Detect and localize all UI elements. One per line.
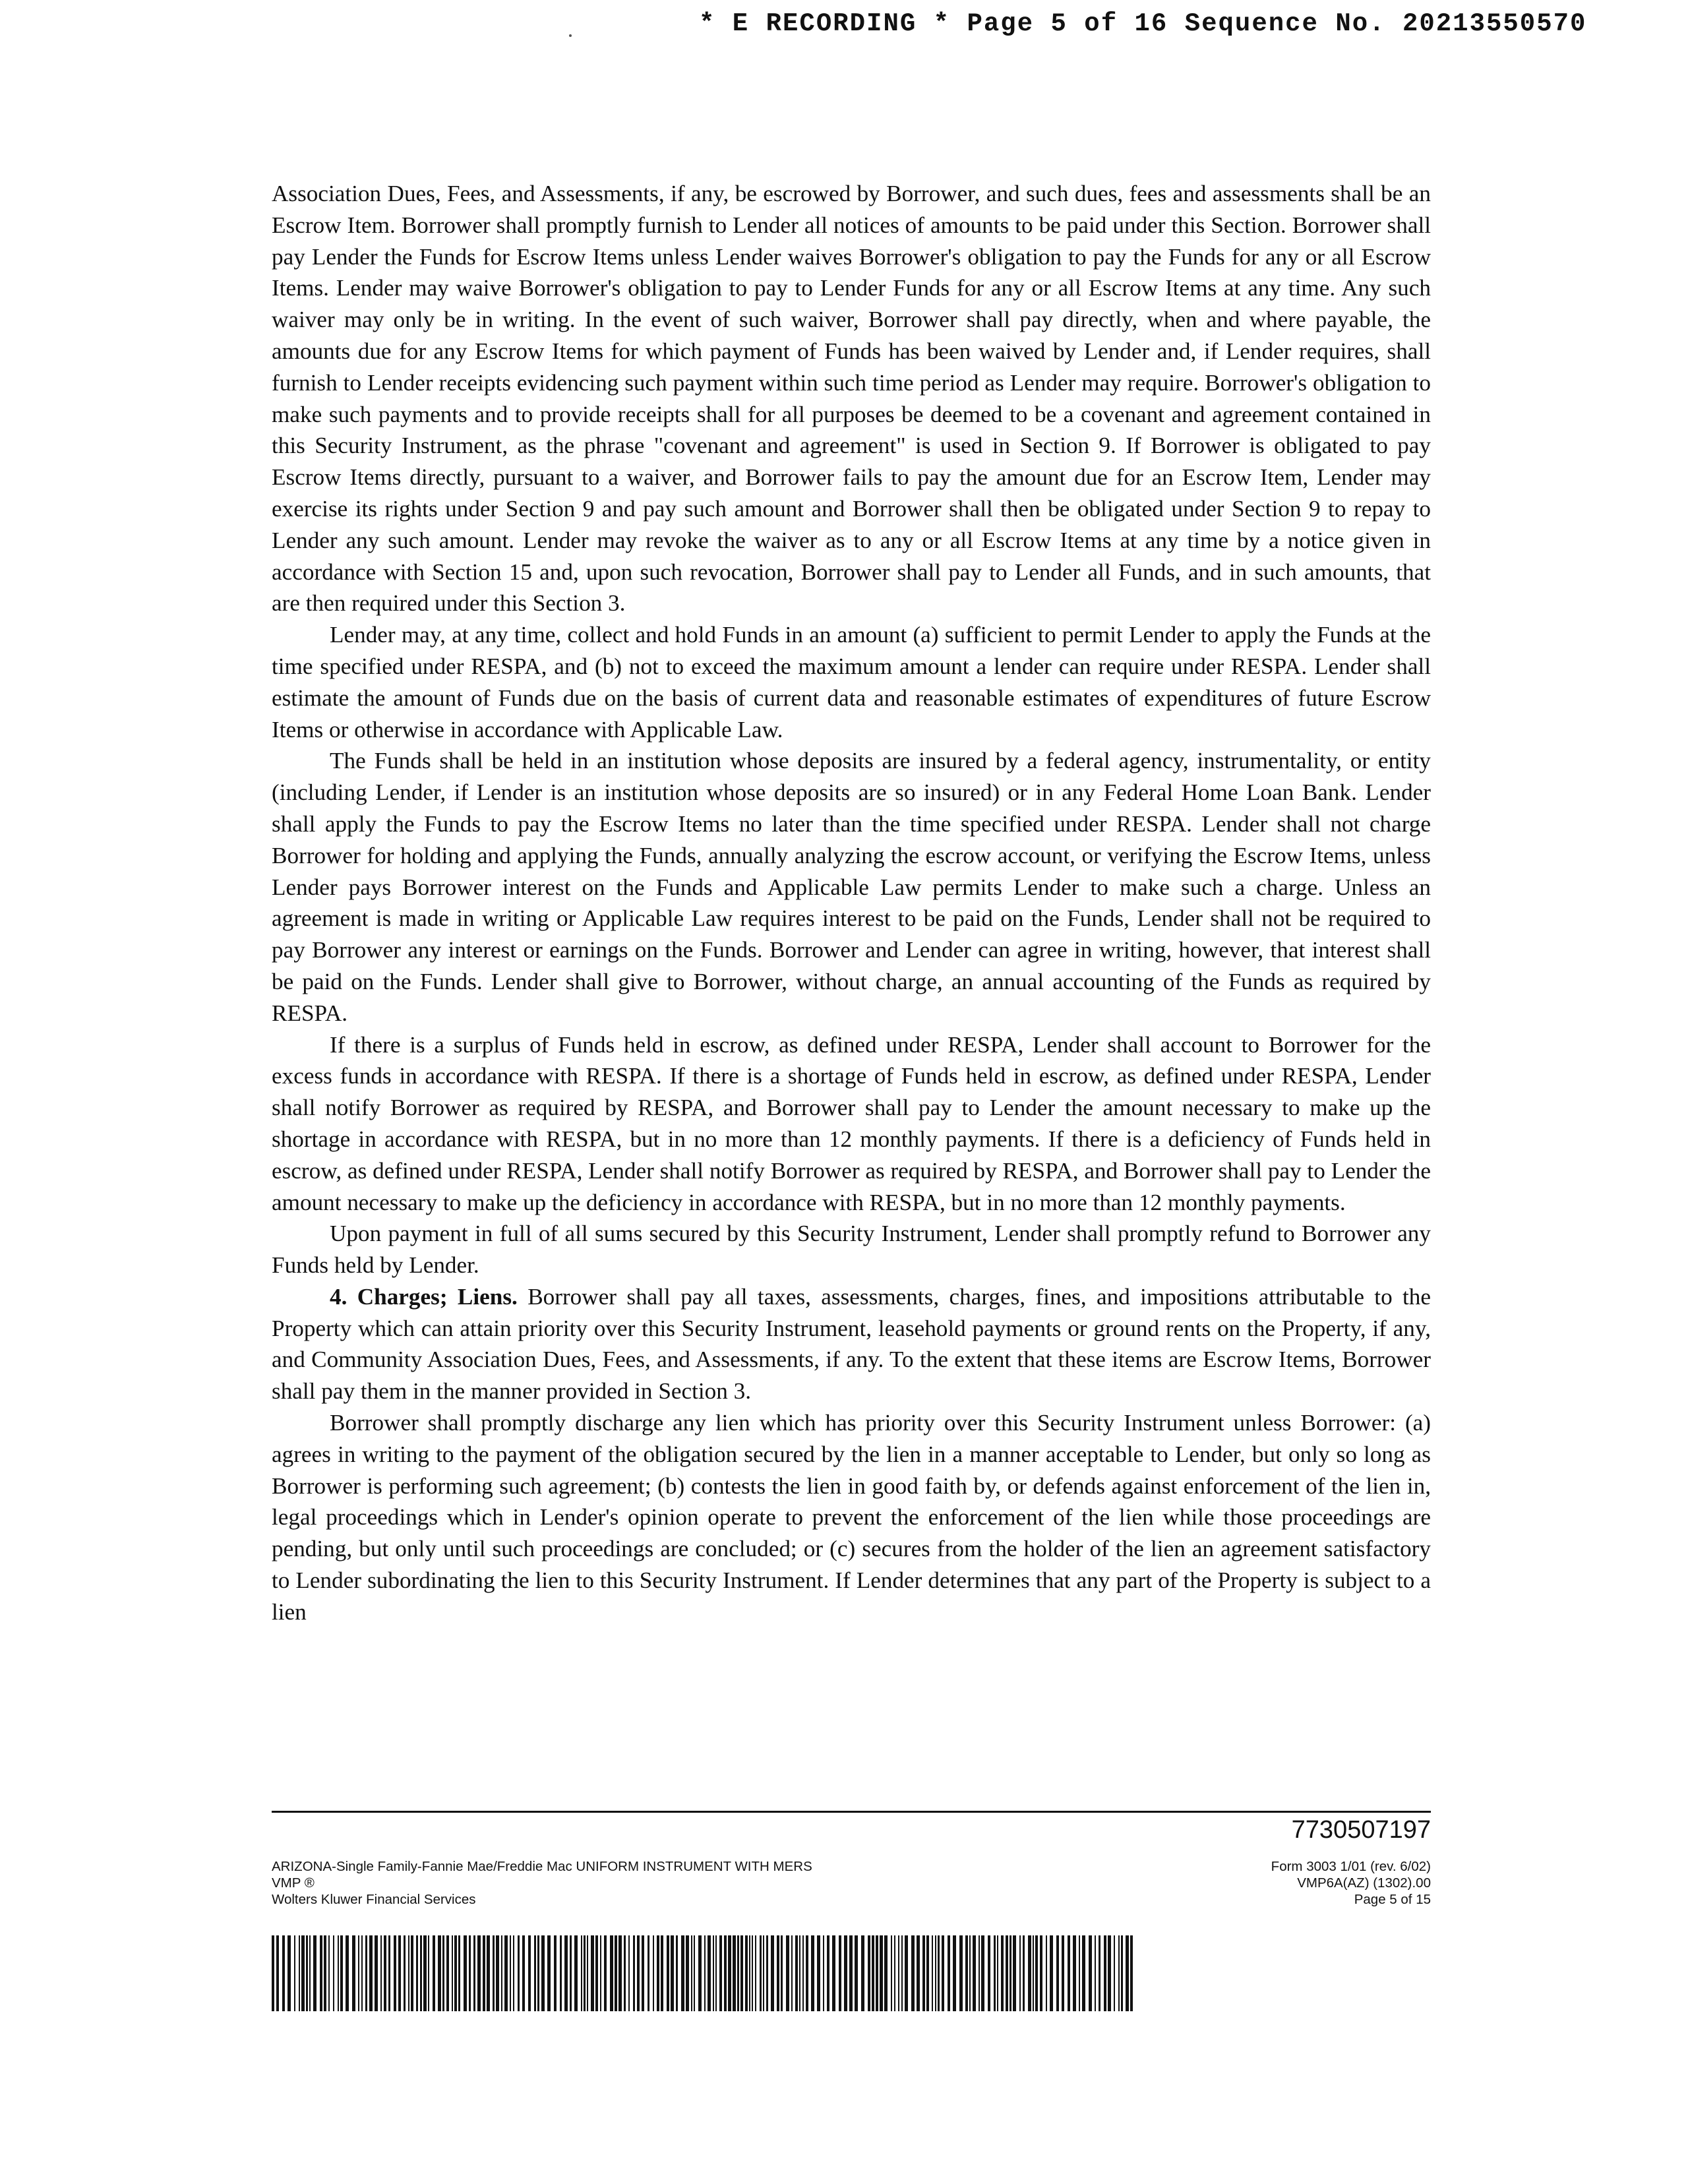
document-body (272, 178, 1431, 1628)
vmp-mark: VMP ® (272, 1875, 315, 1891)
scan-speck (569, 34, 572, 37)
footer-form-info (272, 1858, 1030, 1908)
form-number: Form 3003 1/01 (rev. 6/02) (1271, 1859, 1431, 1874)
recording-header: * E RECORDING * Page 5 of 16 Sequence No. 20213550570 (699, 9, 1587, 38)
loan-number: 7730507197 (1291, 1816, 1431, 1844)
paragraph-text: Borrower shall pay all taxes, assessments, charges, fines, and impositions attributable to the Property which can attain priority over this Security Instrument, leasehold payments or ground rents on the Property, if any, and Community Association Dues, Fees, and Assessments, if any. To the extent that these items are Escrow Items, Borrower shall pay them in the manner provided in Section 3. (272, 1283, 1432, 1405)
paragraph-text: Association Dues, Fees, and Assessments, if any, be escrowed by Borrower, and such dues, fees and assessments shall be an Escrow Item. Borrower shall promptly furnish to Lender all notices of amounts to be paid under this Section. Borrower shall pay Lender the Funds for Escrow Items unless Lender waives Borrower's obligation to pay the Funds for any or all Escrow Items. Lender may waive Borrower's obligation to pay to Lender Funds for any or all Escrow Items at any time. Any such waiver may only be in writing. In the event of such waiver, Borrower shall pay directly, when and where payable, the amounts due for any Escrow Items for which payment of Funds has been waived by Lender and, if Lender requires, shall furnish to Lender receipts evidencing such payment within such time period as Lender may require. Borrower's obligation to make such payments and to provide receipts shall for all purposes be deemed to be a covenant and agreement contained in this Security Instrument, as the phrase "covenant and agreement" is used in Section 9. If Borrower is obligated to pay Escrow Items directly, pursuant to a waiver, and Borrower fails to pay the amount due for an Escrow Item, Lender may exercise its rights under Section 9 and pay such amount and Borrower shall then be obligated under Section 9 to repay to Lender any such amount. Lender may revoke the waiver as to any or all Escrow Items at any time by a notice given in accordance with Section 15 and, upon such revocation, Borrower shall pay to Lender all Funds, and in such amounts, that are then required under this Section 3. (272, 181, 1431, 617)
paragraph-surplus-shortage (272, 1029, 1431, 1219)
paragraph-text: If there is a surplus of Funds held in escrow, as defined under RESPA, Lender shall account to Borrower for the excess funds in accordance with RESPA. If there is a shortage of Funds held in escrow, as defined under RESPA, Lender shall notify Borrower as required by RESPA, and Borrower shall pay to Lender the amount necessary to make up the shortage in accordance with RESPA, but in no more than 12 monthly payments. If there is a deficiency of Funds held in escrow, as defined under RESPA, Lender shall notify Borrower as required by RESPA, and Borrower shall pay to Lender the amount necessary to make up the deficiency in accordance with RESPA, but in no more than 12 monthly payments. (272, 1031, 1432, 1215)
footer-divider (272, 1811, 1431, 1813)
footer-form-codes (1035, 1858, 1431, 1908)
paragraph-collect-funds (272, 619, 1431, 745)
section-heading: 4. Charges; Liens. (330, 1283, 518, 1310)
paragraph-text: Borrower shall promptly discharge any lien which has priority over this Security Instrument unless Borrower: (a) agrees in writing to the payment of the obligation secured by the lien in a manner acceptable to Lender, but only so long as Borrower is performing such agreement; (b) contests the lien in good faith by, or defends against enforcement of the lien in, legal proceedings which in Lender's opinion operate to prevent the enforcement of the lien while those proceedings are pending, but only until such proceedings are concluded; or (c) secures from the holder of the lien an agreement satisfactory to Lender subordinating the lien to this Security Instrument. If Lender determines that any part of the Property is subject to a lien (272, 1410, 1431, 1625)
paragraph-funds-held (272, 745, 1431, 1029)
form-title: ARIZONA-Single Family-Fannie Mae/Freddie Mac UNIFORM INSTRUMENT WITH MERS (272, 1859, 812, 1874)
paragraph-discharge-lien (272, 1407, 1431, 1628)
barcode (272, 1935, 1135, 2011)
publisher: Wolters Kluwer Financial Services (272, 1892, 476, 1907)
paragraph-escrow-waiver (272, 178, 1431, 619)
paragraph-charges-liens (272, 1281, 1431, 1407)
page-of: Page 5 of 15 (1354, 1892, 1431, 1907)
paragraph-text: Upon payment in full of all sums secured by this Security Instrument, Lender shall promptly refund to Borrower any Funds held by Lender. (272, 1221, 1431, 1279)
form-code: VMP6A(AZ) (1302).00 (1297, 1875, 1431, 1891)
paragraph-text: Lender may, at any time, collect and hold Funds in an amount (a) sufficient to permit Lender to apply the Funds at the time specified under RESPA, and (b) not to exceed the maximum amount a lender can require under RESPA. Lender shall estimate the amount of Funds due on the basis of current data and reasonable estimates of expenditures of future Escrow Items or otherwise in accordance with Applicable Law. (272, 622, 1431, 743)
paragraph-text: The Funds shall be held in an institution whose deposits are insured by a federal agency, instrumentality, or entity (including Lender, if Lender is an institution whose deposits are so insured) or in any Federal Home Loan Bank. Lender shall apply the Funds to pay the Escrow Items no later than the time specified under RESPA. Lender shall not charge Borrower for holding and applying the Funds, annually analyzing the escrow account, or verifying the Escrow Items, unless Lender pays Borrower interest on the Funds and Applicable Law permits Lender to make such a charge. Unless an agreement is made in writing or Applicable Law requires interest to be paid on the Funds, Lender shall not be required to pay Borrower any interest or earnings on the Funds. Borrower and Lender can agree in writing, however, that interest shall be paid on the Funds. Lender shall give to Borrower, without charge, an annual accounting of the Funds as required by RESPA. (272, 748, 1431, 1026)
paragraph-refund (272, 1218, 1431, 1281)
